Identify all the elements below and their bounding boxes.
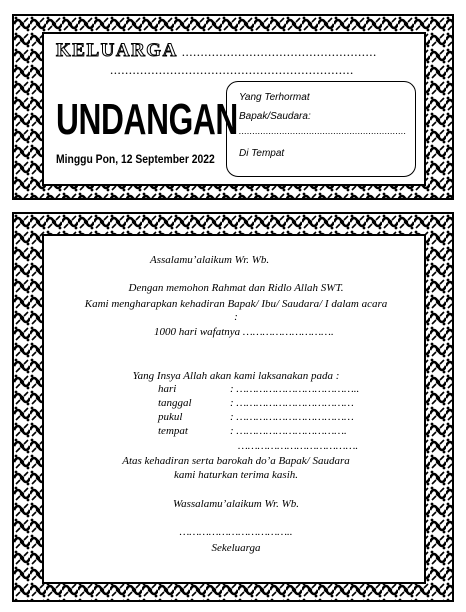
field-value-pukul: : ……………………………… [230, 411, 354, 423]
family-title-line [56, 40, 377, 62]
recipient-place: Di Tempat [239, 148, 285, 159]
field-label-tanggal: tanggal [158, 397, 192, 409]
family-name-dots: .................................................... [181, 44, 377, 59]
signer-name: Sekeluarga [211, 542, 261, 554]
event-line: 1000 hari wafatnya ………………………. [154, 326, 334, 338]
invitation-date: Minggu Pon, 12 September 2022 [56, 154, 215, 166]
header-inner-panel [42, 32, 426, 186]
field-label-hari: hari [158, 383, 177, 395]
recipient-label: Bapak/Saudara: [239, 111, 311, 122]
farewell-greeting: Wassalamu’alaikum Wr. Wb. [172, 498, 300, 510]
invitation-header-card [12, 14, 454, 200]
opening-greeting: Assalamu’alaikum Wr. Wb. [150, 254, 270, 266]
field-label-tempat: tempat [158, 425, 188, 437]
field-value-tempat: : ……………………………. [230, 425, 347, 437]
field-label-pukul: pukul [158, 411, 183, 423]
recipient-name-dots: .............................................................. [239, 126, 407, 136]
closing-line-1: Atas kehadiran serta barokah do’a Bapak/ Saudara [122, 455, 350, 467]
invitation-body-card [12, 212, 454, 602]
invitation-heading: UNDANGAN [56, 95, 238, 144]
schedule-intro: Yang Insya Allah akan kami laksanakan pada : [132, 370, 340, 382]
body-inner-panel [42, 234, 426, 584]
field-value-hari: : ……………………………….. [230, 383, 360, 395]
recipient-address-box [226, 81, 416, 177]
family-title: KELUARGA [56, 40, 178, 61]
field-value-extra: ………………………………. [238, 440, 359, 452]
closing-line-2: kami haturkan terima kasih. [173, 469, 299, 481]
opening-paragraph-1: Dengan memohon Rahmat dan Ridlo Allah SWT. [128, 282, 344, 294]
field-value-tanggal: : ……………………………… [230, 397, 354, 409]
opening-paragraph-2: Kami mengharapkan kehadiran Bapak/ Ibu/ Saudara/ I dalam acara [84, 298, 388, 310]
opening-colon: : [234, 311, 238, 323]
recipient-salutation: Yang Terhormat [239, 92, 310, 103]
family-name-dots-2: ................................................................. [110, 62, 354, 77]
signature-dots: …………………………….. [179, 526, 293, 538]
